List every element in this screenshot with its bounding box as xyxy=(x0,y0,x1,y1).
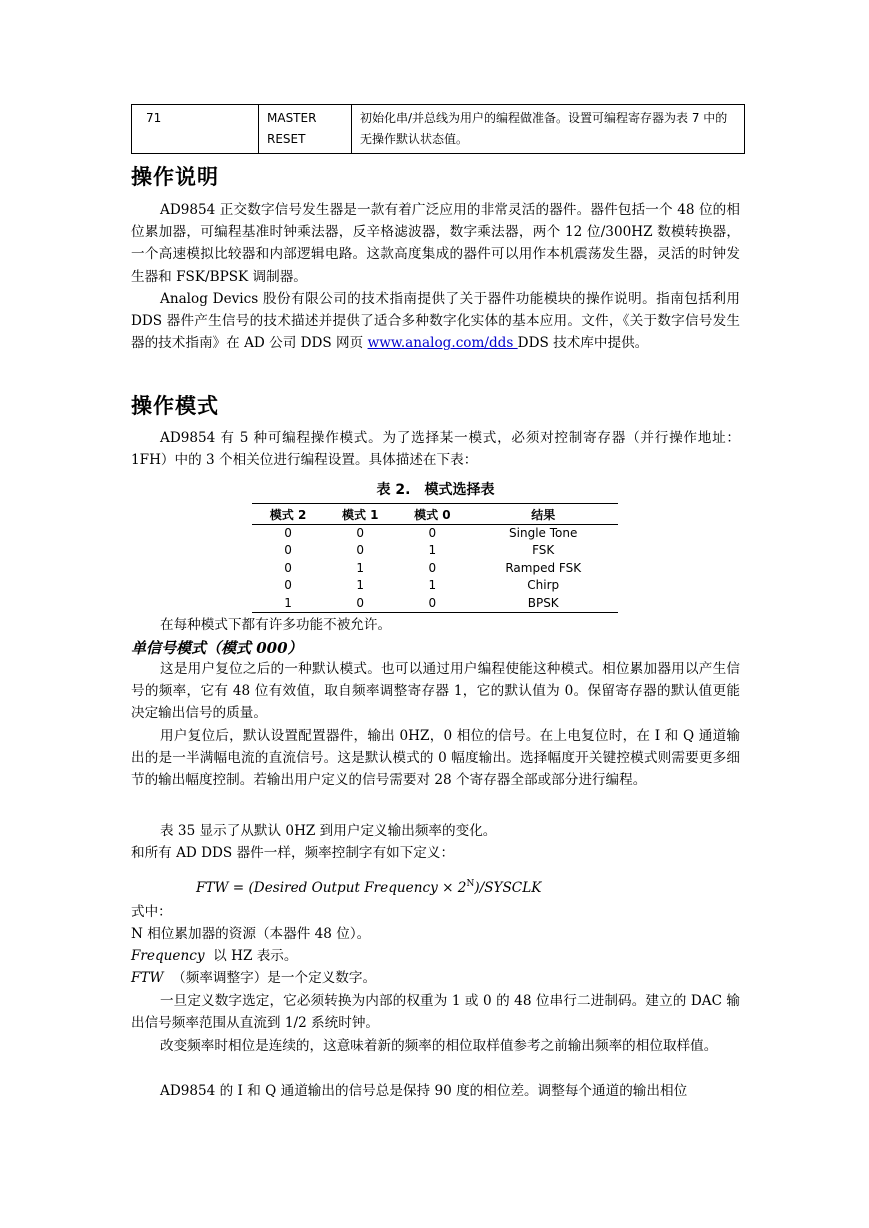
where-label: 式中： xyxy=(131,904,172,920)
table-row xyxy=(252,542,618,559)
section-heading-operation: 操作说明 xyxy=(131,165,219,189)
cell-result: FSK xyxy=(532,543,555,558)
cell-mode0: 0 xyxy=(428,526,437,540)
cell-mode0: 1 xyxy=(428,578,437,593)
formula-main: FTW = (Desired Output Frequency × 2 xyxy=(196,880,467,896)
paragraph-reference-text: Analog Devics 股份有限公司的技术指南提供了关于器件功能模块的操作说明。指南包括利用 DDS 器件产生信号的技术描述并提供了适合多种数字化实体的基本应用。文件，《关于数字信号发生器的技术指南》在 AD 公司 DDS 网页 xyxy=(131,291,740,352)
paragraph-modes: AD9854 有 5 种可编程操作模式。为了选择某一模式，必须对控制寄存器（并行操作地址：1FH）中的 3 个相关位进行编程设置。具体描述在下表： xyxy=(131,430,740,469)
paragraph-after-table: 在每种模式下都有许多功能不被允许。 xyxy=(160,617,392,633)
cell-mode2: 0 xyxy=(284,526,292,540)
cell-mode1: 0 xyxy=(356,526,365,540)
cell-mode2: 0 xyxy=(284,543,292,558)
term-frequency: Frequency xyxy=(131,948,205,964)
pin-description-line1: 初始化串/并总线为用户的编程做准备。设置可编程寄存器为表 7 中的 xyxy=(360,111,728,125)
subsection-heading-single-tone: 单信号模式（模式 000） xyxy=(131,639,303,657)
pin-description-line2: 无操作默认状态值。 xyxy=(360,132,469,146)
cell-mode0: 0 xyxy=(396,595,468,613)
definition-ftw-text: （频率调整字）是一个定义数字。 xyxy=(163,970,377,986)
term-ftw: FTW xyxy=(131,970,164,986)
cell-mode2: 0 xyxy=(284,578,292,593)
formula-tail: )/SYSCLK xyxy=(474,880,542,896)
table-row xyxy=(132,105,745,154)
ftw-formula xyxy=(196,879,541,896)
table-row xyxy=(252,525,618,543)
pin-description xyxy=(352,105,745,154)
header-mode0: 模式 0 xyxy=(396,504,468,525)
table-row xyxy=(252,560,618,577)
section-heading-modes: 操作模式 xyxy=(131,394,219,418)
table-caption: 表 2. 模式选择表 xyxy=(376,482,495,498)
paragraph-single-tone-1: 这是用户复位之后的一种默认模式。也可以通过用户编程使能这种模式。相位累加器用以产生信号的频率，它有 48 位有效值，取自频率调整寄存器 1，它的默认值为 0。保留寄存器的默认值更能决定输出信号的质量。 xyxy=(131,661,740,722)
formula-exponent: N xyxy=(466,879,475,889)
definition-frequency-text: 以 HZ 表示。 xyxy=(204,948,298,964)
pin-number: 71 xyxy=(132,105,259,154)
cell-result: Single Tone xyxy=(509,526,578,540)
definition-frequency xyxy=(131,945,740,967)
header-mode1: 模式 1 xyxy=(324,504,396,525)
pin-name-line2: RESET xyxy=(267,132,306,146)
paragraph-ftw-intro: 和所有 AD DDS 器件一样，频率控制字有如下定义： xyxy=(131,845,455,861)
cell-mode2: 0 xyxy=(284,560,292,575)
paragraph-binary-code: 一旦定义数字选定，它必须转换为内部的权重为 1 或 0 的 48 位串行二进制码。建立的 DAC 输出信号频率范围从直流到 1/2 系统时钟。 xyxy=(131,993,740,1032)
definition-n: N 相位累加器的资源（本器件 48 位）。 xyxy=(131,926,371,942)
paragraph-single-tone-2: 用户复位后，默认设置配置器件，输出 0HZ，0 相位的信号。在上电复位时，在 I 和 Q 通道输出的是一半满幅电流的直流信号。这是默认模式的 0 幅度输出。选择幅度开关键控模式则需要更多细节的输出幅度控制。若输出用户定义的信号需要对 28 个寄存器全部或部分进行编程。 xyxy=(131,728,740,789)
cell-result: Ramped FSK xyxy=(505,560,582,575)
cell-mode1: 0 xyxy=(356,543,365,558)
cell-mode1: 1 xyxy=(356,578,365,593)
paragraph-reference-tail: DDS 技术库中提供。 xyxy=(517,335,649,352)
pin-name-line1: MASTER xyxy=(267,111,317,125)
pin-name xyxy=(259,105,352,154)
mode-select-table xyxy=(252,503,618,613)
table-row xyxy=(252,577,618,594)
cell-mode0: 1 xyxy=(428,543,437,558)
cell-mode1: 0 xyxy=(324,595,396,613)
paragraph-phase-continuous: 改变频率时相位是连续的，这意味着新的频率的相位取样值参考之前输出频率的相位取样值。 xyxy=(160,1038,718,1054)
header-mode2: 模式 2 xyxy=(252,504,324,525)
paragraph-iq-phase: AD9854 的 I 和 Q 通道输出的信号总是保持 90 度的相位差。调整每个通道的输出相位 xyxy=(160,1083,688,1099)
cell-result: Chirp xyxy=(527,578,560,593)
paragraph-intro: AD9854 正交数字信号发生器是一款有着广泛应用的非常灵活的器件。器件包括一个 48 位的相位累加器，可编程基准时钟乘法器，反辛格滤波器，数字乘法器，两个 12 位/300HZ 数模转换器，一个高速模拟比较器和内部逻辑电路。这款高度集成的器件可以用作本机震荡发生器，灵活的时钟发生器和 FSK/BPSK 调制器。 xyxy=(131,202,740,285)
cell-mode2: 1 xyxy=(252,595,324,613)
definition-ftw xyxy=(131,967,740,989)
cell-mode1: 1 xyxy=(356,560,365,575)
table-row xyxy=(252,595,618,613)
table-header-row xyxy=(252,504,618,525)
cell-mode0: 0 xyxy=(428,560,437,575)
dds-website-link[interactable]: www.analog.com/dds xyxy=(367,335,518,352)
pin-description-table xyxy=(131,104,745,154)
paragraph-reference xyxy=(131,288,740,355)
header-result: 结果 xyxy=(468,504,618,525)
paragraph-table35: 表 35 显示了从默认 0HZ 到用户定义输出频率的变化。 xyxy=(160,823,497,839)
cell-result: BPSK xyxy=(468,595,618,613)
